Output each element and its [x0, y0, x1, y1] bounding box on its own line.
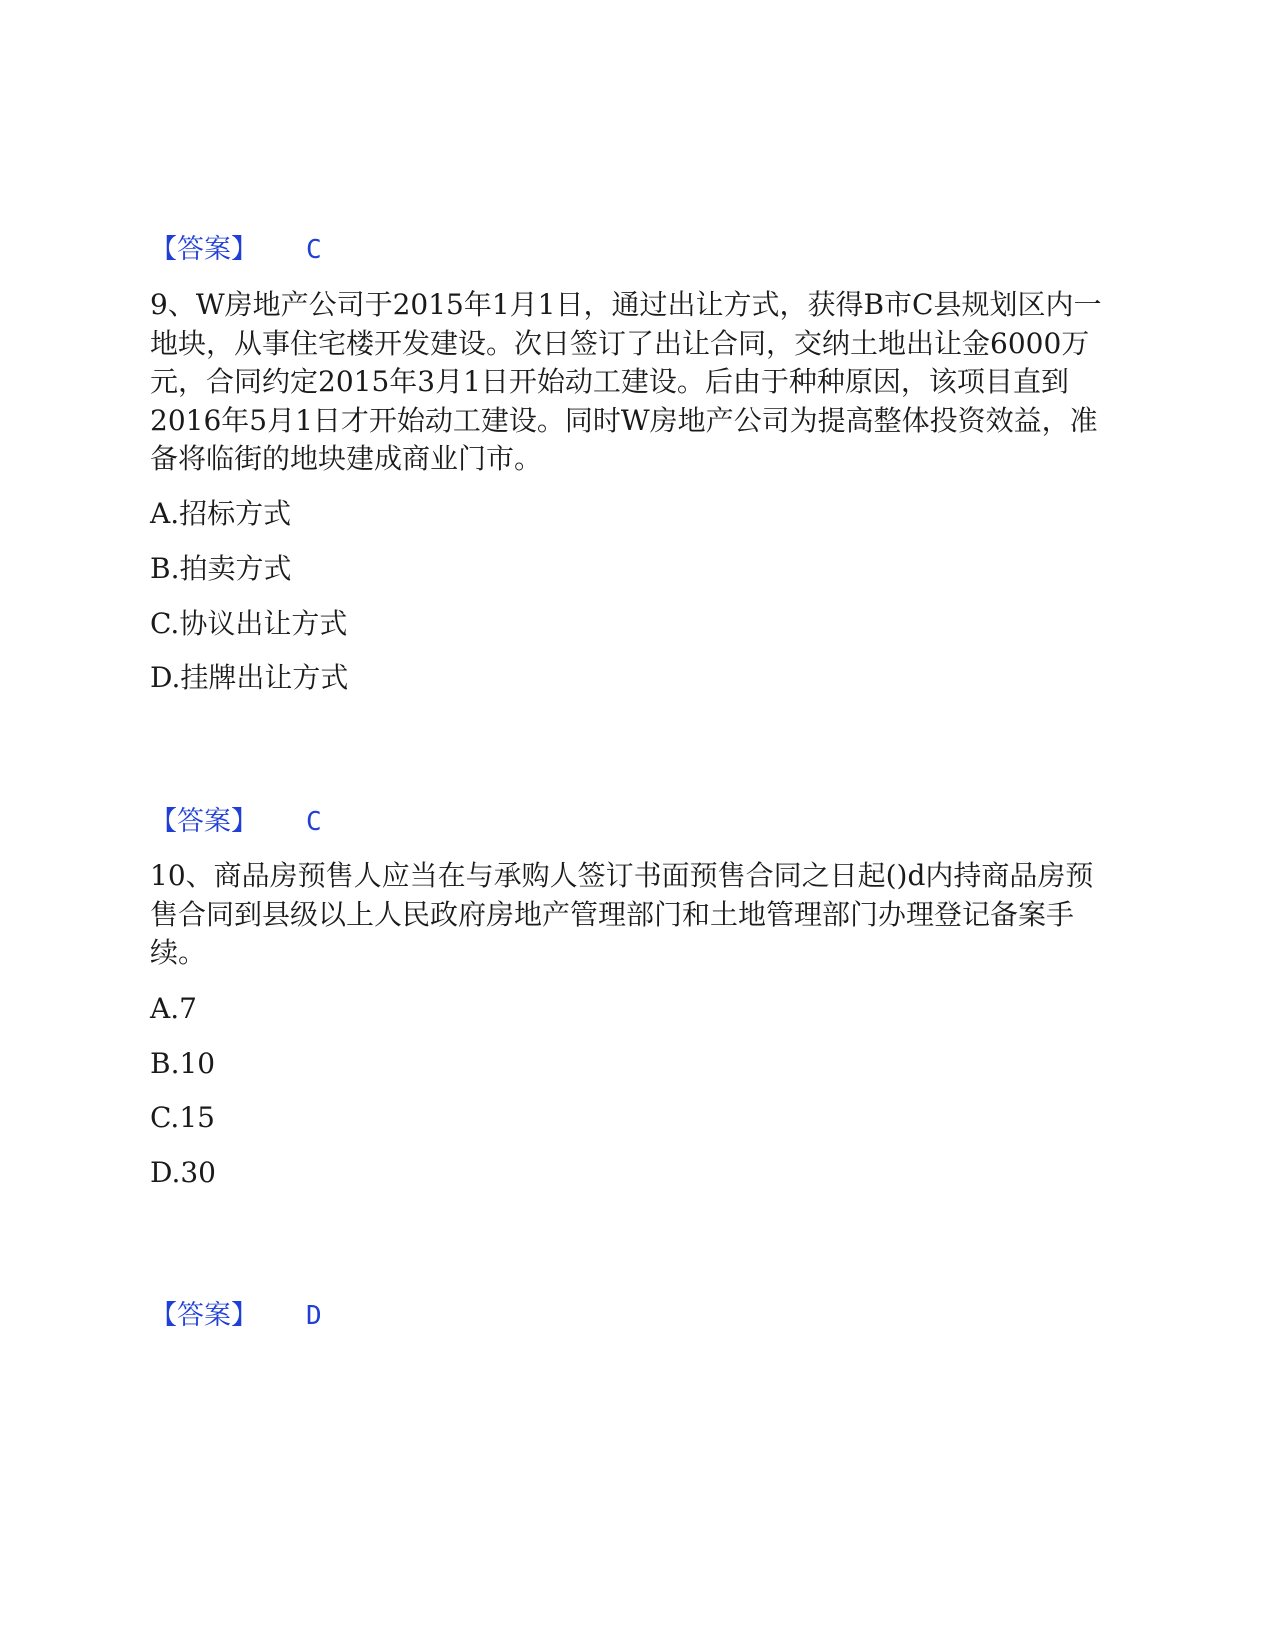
question-10-text: 10、商品房预售人应当在与承购人签订书面预售合同之日起()d内持商品房预售合同到县级以上人民政府房地产管理部门和土地管理部门办理登记备案手续。 [150, 859, 1094, 969]
answer-line-8 [150, 232, 322, 268]
answer-value: D [306, 1301, 322, 1331]
question-9-option-c: C.协议出让方式 [150, 607, 348, 640]
question-10-option-d: D.30 [150, 1156, 216, 1189]
answer-value: C [306, 807, 322, 837]
question-9-option-a: A.招标方式 [150, 497, 292, 530]
answer-label: 【答案】 [150, 234, 258, 265]
question-10-option-c: C.15 [150, 1101, 215, 1134]
answer-value: C [306, 235, 322, 265]
answer-line-10 [150, 1298, 322, 1334]
question-9-option-d: D.挂牌出让方式 [150, 661, 349, 694]
question-10-option-a: A.7 [150, 992, 197, 1025]
question-10-option-b: B.10 [150, 1047, 216, 1080]
answer-label: 【答案】 [150, 1300, 258, 1331]
question-9-option-b: B.拍卖方式 [150, 552, 292, 585]
answer-label: 【答案】 [150, 806, 258, 837]
question-9-text: 9、W房地产公司于2015年1月1日，通过出让方式，获得B市C县规划区内一地块，从事住宅楼开发建设。次日签订了出让合同，交纳土地出让金6000万元，合同约定2015年3月1日开始动工建设。后由于种种原因，该项目直到2016年5月1日才开始动工建设。同时W房地产公司为提高整体投资效益，准备将临街的地块建成商业门市。 [150, 288, 1102, 475]
answer-line-9 [150, 804, 322, 840]
